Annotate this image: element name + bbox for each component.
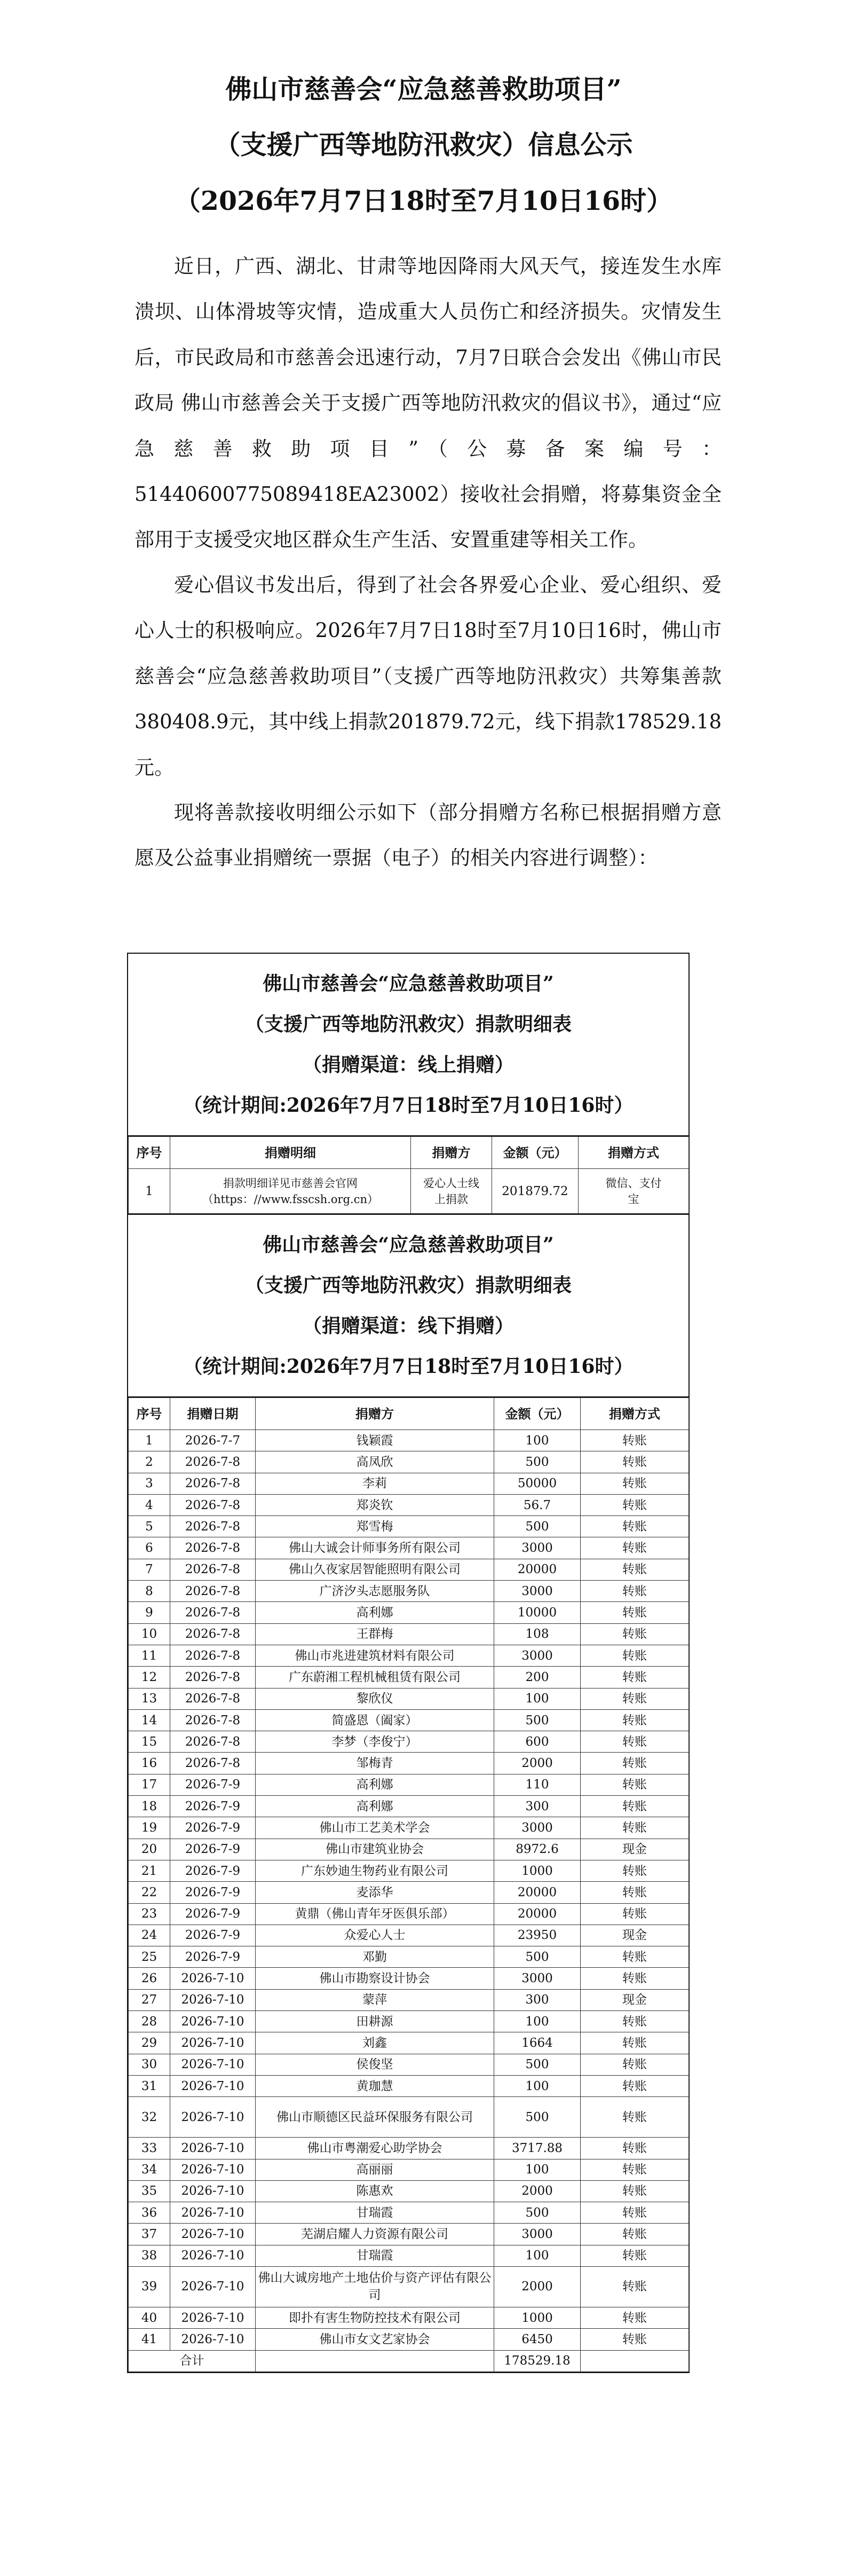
cell-donor: 麦添华 — [256, 1882, 494, 1903]
cell-donor: 佛山市工艺美术学会 — [256, 1817, 494, 1839]
cell-method: 转账 — [581, 1860, 689, 1881]
cell-donor: 佛山市勘察设计协会 — [256, 1968, 494, 1989]
table-row — [129, 1709, 689, 1731]
cell-no: 1 — [129, 1430, 170, 1451]
cell-method — [579, 1169, 689, 1214]
table-row — [129, 1623, 689, 1645]
col-header-donor: 捐赠方 — [411, 1137, 492, 1169]
cell-method: 转账 — [581, 1688, 689, 1709]
method-line-1: 微信、支付 — [605, 1176, 662, 1190]
cell-detail — [170, 1169, 411, 1214]
cell-amount: 3000 — [494, 1968, 581, 1989]
cell-method: 转账 — [581, 2138, 689, 2159]
cell-no: 33 — [129, 2138, 170, 2159]
table-row — [129, 1968, 689, 1989]
cell-date: 2026-7-10 — [170, 2054, 256, 2075]
table-row — [129, 1946, 689, 1968]
cell-no: 37 — [129, 2224, 170, 2245]
cell-method: 转账 — [581, 1731, 689, 1753]
cell-method: 转账 — [581, 1559, 689, 1580]
cell-donor: 郑雪梅 — [256, 1516, 494, 1537]
cell-no: 31 — [129, 2075, 170, 2096]
cell-date: 2026-7-8 — [170, 1581, 256, 1602]
cell-donor: 侯俊坚 — [256, 2054, 494, 2075]
cell-amount: 1664 — [494, 2032, 581, 2054]
cell-date: 2026-7-9 — [170, 1796, 256, 1817]
offline-table-header — [128, 1214, 688, 1397]
table-row — [129, 1667, 689, 1688]
col-header-amount: 金额（元） — [492, 1137, 579, 1169]
cell-date: 2026-7-8 — [170, 1688, 256, 1709]
cell-date: 2026-7-8 — [170, 1623, 256, 1645]
cell-amount: 100 — [494, 2245, 581, 2266]
offline-title-3: （捐赠渠道：线下捐赠） — [302, 1315, 514, 1337]
cell-method: 现金 — [581, 1839, 689, 1860]
cell-no: 23 — [129, 1903, 170, 1925]
cell-no: 27 — [129, 1989, 170, 2010]
cell-donor: 高丽丽 — [256, 2159, 494, 2180]
cell-no: 29 — [129, 2032, 170, 2054]
cell-date: 2026-7-8 — [170, 1473, 256, 1494]
cell-donor: 甘瑞霞 — [256, 2202, 494, 2224]
cell-donor: 即扑有害生物防控技术有限公司 — [256, 2307, 494, 2328]
cell-no: 15 — [129, 1731, 170, 1753]
cell-no: 35 — [129, 2180, 170, 2202]
cell-date: 2026-7-10 — [170, 1968, 256, 1989]
online-title-2: （支援广西等地防汛救灾）捐款明细表 — [244, 1013, 572, 1035]
online-donation-table — [128, 1136, 689, 1214]
cell-amount: 1000 — [494, 1860, 581, 1881]
cell-no: 36 — [129, 2202, 170, 2224]
table-row — [129, 1753, 689, 1774]
table-row — [129, 1925, 689, 1946]
cell-method: 转账 — [581, 1451, 689, 1473]
cell-no: 12 — [129, 1667, 170, 1688]
cell-amount: 500 — [494, 1709, 581, 1731]
cell-method: 转账 — [581, 2011, 689, 2032]
cell-amount: 500 — [494, 1946, 581, 1968]
online-title-1: 佛山市慈善会“应急慈善救助项目” — [263, 972, 554, 995]
table-row — [129, 1688, 689, 1709]
cell-date: 2026-7-9 — [170, 1903, 256, 1925]
cell-donor: 蒙萍 — [256, 1989, 494, 2010]
table-row — [129, 2159, 689, 2180]
cell-method: 转账 — [581, 2180, 689, 2202]
cell-date: 2026-7-8 — [170, 1602, 256, 1623]
method-line-2: 宝 — [628, 1192, 639, 1206]
cell-no: 1 — [129, 1169, 170, 1214]
cell-amount: 100 — [494, 2011, 581, 2032]
cell-amount: 100 — [494, 1430, 581, 1451]
cell-date: 2026-7-10 — [170, 2245, 256, 2266]
cell-date: 2026-7-10 — [170, 2032, 256, 2054]
notice-paragraph: 现将善款接收明细公示如下（部分捐赠方名称已根据捐赠方意愿及公益事业捐赠统一票据（电子）的相关内容进行调整）： — [134, 801, 722, 870]
total-amount: 178529.18 — [494, 2350, 581, 2371]
cell-donor: 高利娜 — [256, 1796, 494, 1817]
cell-date: 2026-7-10 — [170, 2011, 256, 2032]
table-row — [129, 1839, 689, 1860]
cell-date: 2026-7-8 — [170, 1494, 256, 1515]
cell-donor: 钱颖霞 — [256, 1430, 494, 1451]
cell-donor: 甘瑞霞 — [256, 2245, 494, 2266]
cell-amount: 3000 — [494, 1537, 581, 1559]
cell-no: 5 — [129, 1516, 170, 1537]
cell-no: 4 — [129, 1494, 170, 1515]
cell-date: 2026-7-9 — [170, 1817, 256, 1839]
cell-no: 26 — [129, 1968, 170, 1989]
cell-method: 转账 — [581, 2307, 689, 2328]
online-title-3: （捐赠渠道：线上捐赠） — [302, 1054, 514, 1076]
cell-donor: 邹梅青 — [256, 1753, 494, 1774]
cell-method: 转账 — [581, 1516, 689, 1537]
cell-donor: 郑炎钦 — [256, 1494, 494, 1515]
cell-amount: 500 — [494, 2054, 581, 2075]
table-row — [129, 1817, 689, 1839]
cell-donor: 众爱心人士 — [256, 1925, 494, 1946]
cell-date: 2026-7-8 — [170, 1709, 256, 1731]
cell-no: 3 — [129, 1473, 170, 1494]
cell-amount: 20000 — [494, 1903, 581, 1925]
cell-no: 18 — [129, 1796, 170, 1817]
table-row — [129, 2266, 689, 2307]
cell-no: 17 — [129, 1774, 170, 1795]
cell-amount: 6450 — [494, 2329, 581, 2350]
cell-date: 2026-7-10 — [170, 2159, 256, 2180]
cell-donor: 高利娜 — [256, 1774, 494, 1795]
cell-no: 28 — [129, 2011, 170, 2032]
donation-tables — [127, 953, 690, 2373]
cell-method: 转账 — [581, 2202, 689, 2224]
offline-header-row — [129, 1398, 689, 1430]
table-row — [129, 2245, 689, 2266]
cell-no: 24 — [129, 1925, 170, 1946]
cell-date: 2026-7-8 — [170, 1559, 256, 1580]
cell-donor: 佛山市兆进建筑材料有限公司 — [256, 1645, 494, 1666]
col-header-amount: 金额（元） — [494, 1398, 581, 1430]
offline-donation-table — [128, 1397, 689, 2372]
cell-no: 41 — [129, 2329, 170, 2350]
cell-amount: 110 — [494, 1774, 581, 1795]
cell-donor: 王群梅 — [256, 1623, 494, 1645]
total-row — [129, 2350, 689, 2371]
cell-method: 转账 — [581, 2075, 689, 2096]
cell-date: 2026-7-9 — [170, 1860, 256, 1881]
cell-no: 20 — [129, 1839, 170, 1860]
cell-method: 现金 — [581, 1989, 689, 2010]
col-header-detail: 捐赠明细 — [170, 1137, 411, 1169]
cell-date: 2026-7-10 — [170, 1989, 256, 2010]
cell-donor: 陈惠欢 — [256, 2180, 494, 2202]
cell-date: 2026-7-10 — [170, 2180, 256, 2202]
cell-donor: 简盛恩（阖家） — [256, 1709, 494, 1731]
charity-website-link[interactable]: （https：//www.fsscsh.org.cn） — [202, 1192, 379, 1206]
table-row — [129, 1559, 689, 1580]
cell-amount: 20000 — [494, 1559, 581, 1580]
cell-donor: 高凤欣 — [256, 1451, 494, 1473]
cell-method: 转账 — [581, 1796, 689, 1817]
col-header-method: 捐赠方式 — [581, 1398, 689, 1430]
table-row — [129, 1774, 689, 1795]
cell-amount: 3000 — [494, 1645, 581, 1666]
online-table-header — [128, 954, 688, 1136]
cell-amount: 1000 — [494, 2307, 581, 2328]
table-row — [129, 1796, 689, 1817]
cell-no: 6 — [129, 1537, 170, 1559]
cell-date: 2026-7-8 — [170, 1516, 256, 1537]
col-header-no: 序号 — [129, 1398, 170, 1430]
cell-amount: 23950 — [494, 1925, 581, 1946]
cell-donor: 李莉 — [256, 1473, 494, 1494]
cell-method: 转账 — [581, 2329, 689, 2350]
table-row — [129, 2097, 689, 2138]
doc-title-line-2: （支援广西等地防汛救灾）信息公示 — [214, 129, 633, 160]
cell-date: 2026-7-8 — [170, 1667, 256, 1688]
table-row — [129, 1989, 689, 2010]
cell-amount: 100 — [494, 2159, 581, 2180]
table-row — [129, 1451, 689, 1473]
cell-method: 转账 — [581, 1645, 689, 1666]
table-row — [129, 1537, 689, 1559]
donor-line-2: 上捐款 — [434, 1192, 468, 1206]
cell-method: 转账 — [581, 2032, 689, 2054]
cell-donor: 刘鑫 — [256, 2032, 494, 2054]
table-row — [129, 1602, 689, 1623]
cell-method: 转账 — [581, 1602, 689, 1623]
cell-donor: 高利娜 — [256, 1602, 494, 1623]
table-row — [129, 2138, 689, 2159]
cell-no: 25 — [129, 1946, 170, 1968]
table-row — [129, 1882, 689, 1903]
cell-method: 转账 — [581, 1473, 689, 1494]
cell-date: 2026-7-8 — [170, 1537, 256, 1559]
table-row — [129, 2224, 689, 2245]
cell-method: 转账 — [581, 1581, 689, 1602]
cell-date: 2026-7-10 — [170, 2307, 256, 2328]
donor-line-1: 爱心人士线 — [423, 1176, 479, 1190]
cell-date: 2026-7-10 — [170, 2075, 256, 2096]
cell-amount: 3000 — [494, 1817, 581, 1839]
doc-title-line-1: 佛山市慈善会“应急慈善救助项目” — [225, 74, 622, 105]
cell-amount: 300 — [494, 1989, 581, 2010]
col-header-method: 捐赠方式 — [579, 1137, 689, 1169]
cell-no: 2 — [129, 1451, 170, 1473]
total-spacer — [256, 2350, 494, 2371]
cell-donor — [411, 1169, 492, 1214]
offline-title-4: （统计期间:2026年7月7日18时至7月10日16时） — [183, 1355, 634, 1378]
cell-no: 19 — [129, 1817, 170, 1839]
cell-no: 32 — [129, 2097, 170, 2138]
cell-donor: 芜湖启耀人力资源有限公司 — [256, 2224, 494, 2245]
offline-title-1: 佛山市慈善会“应急慈善救助项目” — [263, 1234, 554, 1256]
offline-title-2: （支援广西等地防汛救灾）捐款明细表 — [244, 1274, 572, 1297]
cell-date: 2026-7-10 — [170, 2202, 256, 2224]
cell-method: 转账 — [581, 1430, 689, 1451]
cell-donor: 田耕源 — [256, 2011, 494, 2032]
cell-method: 转账 — [581, 1882, 689, 1903]
cell-method: 转账 — [581, 2266, 689, 2307]
cell-no: 14 — [129, 1709, 170, 1731]
cell-amount: 8972.6 — [494, 1839, 581, 1860]
cell-method: 转账 — [581, 1623, 689, 1645]
cell-no: 7 — [129, 1559, 170, 1580]
cell-amount: 500 — [494, 1451, 581, 1473]
cell-no: 10 — [129, 1623, 170, 1645]
cell-date: 2026-7-10 — [170, 2138, 256, 2159]
cell-date: 2026-7-9 — [170, 1839, 256, 1860]
cell-amount: 600 — [494, 1731, 581, 1753]
cell-date: 2026-7-8 — [170, 1645, 256, 1666]
cell-amount: 300 — [494, 1796, 581, 1817]
cell-method: 转账 — [581, 1946, 689, 1968]
cell-amount: 3717.88 — [494, 2138, 581, 2159]
table-row — [129, 1430, 689, 1451]
online-title-4: （统计期间:2026年7月7日18时至7月10日16时） — [183, 1094, 634, 1117]
cell-method: 转账 — [581, 1817, 689, 1839]
cell-donor: 黄珈慧 — [256, 2075, 494, 2096]
cell-no: 39 — [129, 2266, 170, 2307]
table-row — [129, 1169, 689, 1214]
cell-amount: 100 — [494, 2075, 581, 2096]
table-row — [129, 1731, 689, 1753]
table-row — [129, 2180, 689, 2202]
cell-method: 现金 — [581, 1925, 689, 1946]
cell-donor: 邓勤 — [256, 1946, 494, 1968]
table-row — [129, 1494, 689, 1515]
table-row — [129, 2011, 689, 2032]
cell-donor: 佛山大诚会计师事务所有限公司 — [256, 1537, 494, 1559]
table-row — [129, 1473, 689, 1494]
cell-method: 转账 — [581, 1968, 689, 1989]
table-row — [129, 1860, 689, 1881]
cell-donor: 佛山久夜家居智能照明有限公司 — [256, 1559, 494, 1580]
cell-method: 转账 — [581, 2054, 689, 2075]
cell-amount: 100 — [494, 1688, 581, 1709]
cell-method: 转账 — [581, 1709, 689, 1731]
cell-date: 2026-7-9 — [170, 1882, 256, 1903]
cell-amount: 2000 — [494, 2266, 581, 2307]
cell-no: 38 — [129, 2245, 170, 2266]
cell-method: 转账 — [581, 1494, 689, 1515]
cell-date: 2026-7-9 — [170, 1946, 256, 1968]
online-header-row — [129, 1137, 689, 1169]
cell-amount: 56.7 — [494, 1494, 581, 1515]
cell-date: 2026-7-10 — [170, 2266, 256, 2307]
col-header-date: 捐赠日期 — [170, 1398, 256, 1430]
cell-date: 2026-7-8 — [170, 1451, 256, 1473]
table-row — [129, 2307, 689, 2328]
cell-date: 2026-7-10 — [170, 2329, 256, 2350]
offline-table-body — [129, 1430, 689, 2351]
col-header-no: 序号 — [129, 1137, 170, 1169]
cell-date: 2026-7-10 — [170, 2224, 256, 2245]
cell-method: 转账 — [581, 1667, 689, 1688]
cell-amount: 3000 — [494, 1581, 581, 1602]
cell-no: 11 — [129, 1645, 170, 1666]
cell-donor: 广东妙迪生物药业有限公司 — [256, 1860, 494, 1881]
cell-method: 转账 — [581, 1753, 689, 1774]
cell-date: 2026-7-10 — [170, 2097, 256, 2138]
col-header-donor: 捐赠方 — [256, 1398, 494, 1430]
cell-donor: 佛山市粤潮爱心助学协会 — [256, 2138, 494, 2159]
cell-method: 转账 — [581, 1903, 689, 1925]
cell-amount: 500 — [494, 1516, 581, 1537]
doc-title-line-3: （2026年7月7日18时至7月10日16时） — [174, 185, 673, 216]
cell-date: 2026-7-9 — [170, 1925, 256, 1946]
table-row — [129, 2054, 689, 2075]
table-row — [129, 1645, 689, 1666]
cell-no: 16 — [129, 1753, 170, 1774]
cell-method: 转账 — [581, 2245, 689, 2266]
cell-method: 转账 — [581, 2159, 689, 2180]
cell-donor: 广东蔚湘工程机械租赁有限公司 — [256, 1667, 494, 1688]
cell-donor: 佛山市顺德区民益环保服务有限公司 — [256, 2097, 494, 2138]
cell-no: 8 — [129, 1581, 170, 1602]
cell-no: 34 — [129, 2159, 170, 2180]
total-method — [581, 2350, 689, 2371]
cell-amount: 500 — [494, 2097, 581, 2138]
cell-amount: 108 — [494, 1623, 581, 1645]
cell-amount: 10000 — [494, 1602, 581, 1623]
cell-amount: 2000 — [494, 2180, 581, 2202]
cell-amount: 20000 — [494, 1882, 581, 1903]
cell-donor: 佛山市建筑业协会 — [256, 1839, 494, 1860]
cell-method: 转账 — [581, 2097, 689, 2138]
cell-donor: 李梦（李俊宁） — [256, 1731, 494, 1753]
intro-paragraph: 近日，广西、湖北、甘肃等地因降雨大风天气，接连发生水库溃坝、山体滑坡等灾情，造成重大人员伤亡和经济损失。灾情发生后，市民政局和市慈善会迅速行动，7月7日联合会发出《佛山市民政局 佛山市慈善会关于支援广西等地防汛救灾的倡议书》，通过“应急慈善救助项目”（公募备案编号：51440600775089418EA23002）接收社会捐赠，将募集资金全部用于支援受灾地区群众生产生活、安置重建等相关工作。 — [134, 255, 722, 552]
cell-date: 2026-7-9 — [170, 1774, 256, 1795]
total-label: 合计 — [129, 2350, 256, 2371]
cell-method: 转账 — [581, 1537, 689, 1559]
cell-date: 2026-7-8 — [170, 1753, 256, 1774]
cell-no: 21 — [129, 1860, 170, 1881]
cell-donor: 广济汐头志愿服务队 — [256, 1581, 494, 1602]
cell-donor: 佛山大诚房地产土地估价与资产评估有限公司 — [256, 2266, 494, 2307]
cell-amount: 3000 — [494, 2224, 581, 2245]
cell-method: 转账 — [581, 1774, 689, 1795]
cell-amount: 50000 — [494, 1473, 581, 1494]
table-row — [129, 2032, 689, 2054]
cell-donor: 黎欣仪 — [256, 1688, 494, 1709]
cell-amount: 200 — [494, 1667, 581, 1688]
table-row — [129, 1903, 689, 1925]
cell-donor: 黄鼎（佛山青年牙医俱乐部） — [256, 1903, 494, 1925]
cell-no: 40 — [129, 2307, 170, 2328]
cell-no: 30 — [129, 2054, 170, 2075]
table-row — [129, 2329, 689, 2350]
cell-no: 9 — [129, 1602, 170, 1623]
cell-date: 2026-7-8 — [170, 1731, 256, 1753]
table-row — [129, 2202, 689, 2224]
cell-amount: 500 — [494, 2202, 581, 2224]
cell-no: 13 — [129, 1688, 170, 1709]
table-row — [129, 2075, 689, 2096]
cell-amount: 201879.72 — [492, 1169, 579, 1214]
response-paragraph: 爱心倡议书发出后，得到了社会各界爱心企业、爱心组织、爱心人士的积极响应。2026年7月7日18时至7月10日16时，佛山市慈善会“应急慈善救助项目”（支援广西等地防汛救灾）共筹集善款380408.9元，其中线上捐款201879.72元，线下捐款178529.18元。 — [134, 574, 722, 779]
cell-donor: 佛山市女文艺家协会 — [256, 2329, 494, 2350]
table-row — [129, 1516, 689, 1537]
table-row — [129, 1581, 689, 1602]
cell-amount: 2000 — [494, 1753, 581, 1774]
detail-line-1: 捐款明细详见市慈善会官网 — [223, 1176, 358, 1190]
cell-date: 2026-7-7 — [170, 1430, 256, 1451]
cell-method: 转账 — [581, 2224, 689, 2245]
cell-no: 22 — [129, 1882, 170, 1903]
